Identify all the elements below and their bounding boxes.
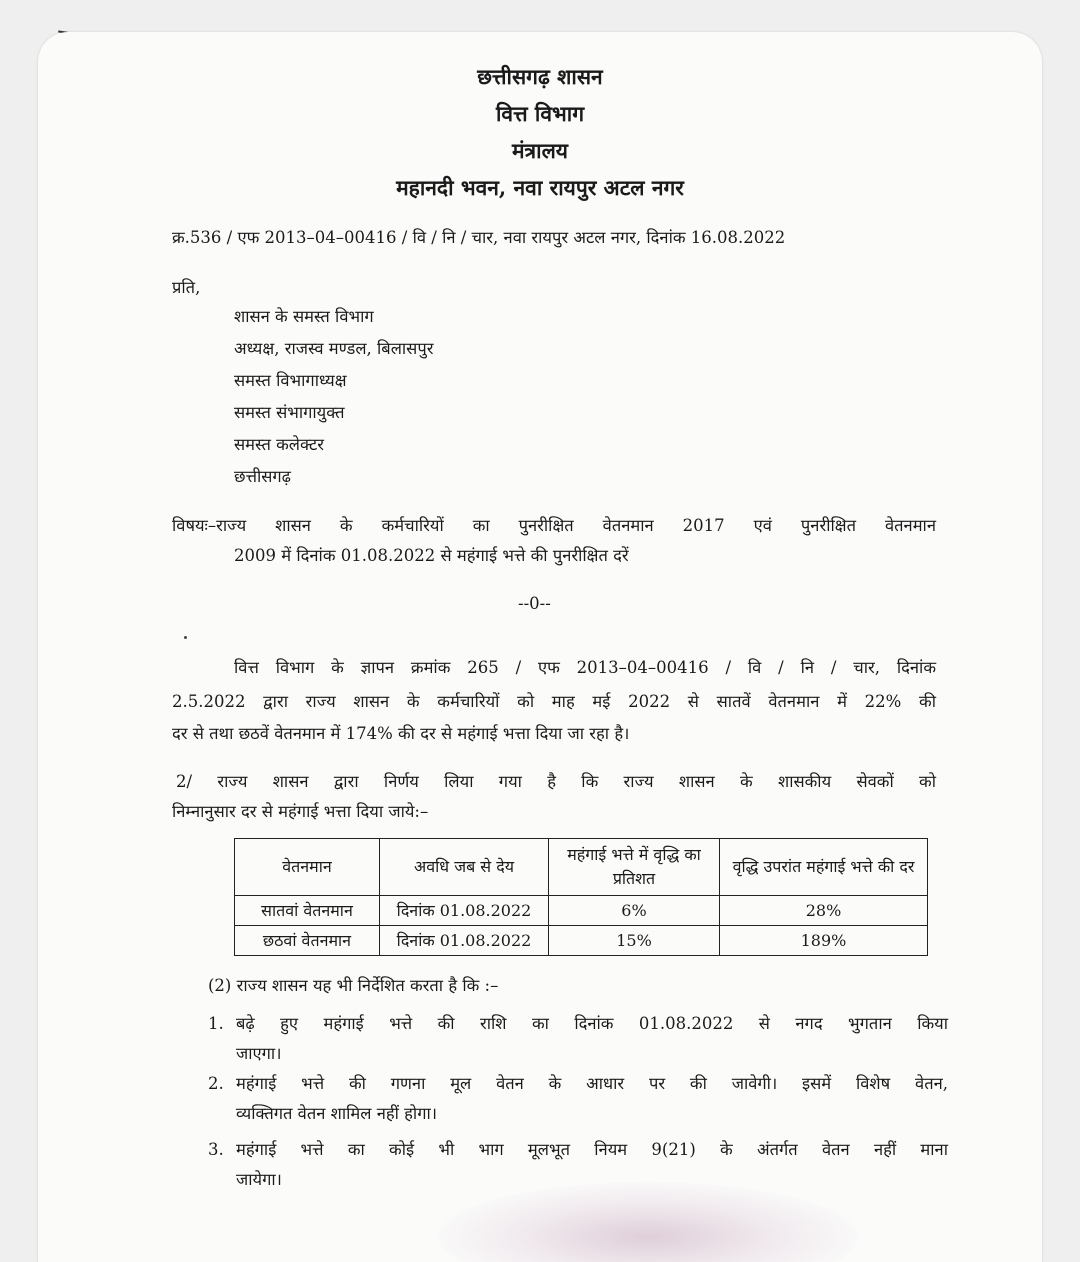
paragraph-line: 2/ राज्य शासन द्वारा निर्णय लिया गया है कि राज्य शासन के शासकीय सेवकों को: [176, 772, 936, 791]
directive-line: व्यक्तिगत वेतन शामिल नहीं होगा।: [236, 1104, 438, 1123]
speck: [184, 636, 187, 639]
cell-revised-rate: 28%: [720, 896, 928, 926]
list-number: 1.: [208, 1014, 224, 1033]
directive-line: बढ़े हुए महंगाई भत्ते की राशि का दिनांक 01.08.2022 से नगद भुगतान किया: [236, 1014, 948, 1033]
header-revised-rate: वृद्धि उपरांत महंगाई भत्ते की दर: [720, 839, 928, 896]
paragraph-line: दर से तथा छठवें वेतनमान में 174% की दर से महंगाई भत्ता दिया जा रहा है।: [172, 724, 630, 743]
paragraph-line: वित्त विभाग के ज्ञापन क्रमांक 265 / एफ 2013–04–00416 / वि / नि / चार, दिनांक: [234, 658, 936, 677]
list-number: 3.: [208, 1140, 224, 1159]
directive-line: महंगाई भत्ते की गणना मूल वेतन के आधार पर की जावेगी। इसमें विशेष वेतन,: [236, 1074, 948, 1093]
subject-line: विषयः–राज्य शासन के कर्मचारियों का पुनरीक्षित वेतनमान 2017 एवं पुनरीक्षित वेतनमान: [172, 516, 936, 535]
prati-label: प्रति,: [172, 278, 201, 297]
header-pay-scale: वेतनमान: [235, 839, 380, 896]
directive-intro: (2) राज्य शासन यह भी निर्देशित करता है कि :–: [208, 976, 499, 995]
recipient-item: समस्त कलेक्टर: [234, 435, 325, 454]
table-row: [235, 896, 928, 926]
list-item: [208, 1068, 948, 1132]
cell-pay-scale: सातवां वेतनमान: [235, 896, 380, 926]
ministry-title: मंत्रालय: [511, 138, 568, 163]
directive-line: जाएगा।: [236, 1044, 282, 1063]
recipient-item: शासन के समस्त विभाग: [234, 307, 374, 326]
table-row: [235, 926, 928, 956]
separator: --0--: [518, 594, 551, 613]
recipient-item: समस्त विभागाध्यक्ष: [234, 371, 347, 390]
table-header-row: [235, 839, 928, 896]
cell-period: दिनांक 01.08.2022: [380, 926, 549, 956]
state-government-title: छत्तीसगढ़ शासन: [477, 64, 603, 89]
recipient-item: छत्तीसगढ़: [234, 467, 291, 486]
cell-increase-percent: 15%: [549, 926, 720, 956]
recipient-item: अध्यक्ष, राजस्व मण्डल, बिलासपुर: [234, 339, 434, 358]
address-title: महानदी भवन, नवा रायपुर अटल नगर: [396, 175, 684, 200]
subject-line: 2009 में दिनांक 01.08.2022 से महंगाई भत्ते की पुनरीक्षित दरें: [234, 546, 629, 565]
cell-increase-percent: 6%: [549, 896, 720, 926]
list-number: 2.: [208, 1074, 224, 1093]
list-item: [208, 1008, 948, 1072]
header-period: अवधि जब से देय: [380, 839, 549, 896]
header-increase-percent: महंगाई भत्ते में वृद्धि का प्रतिशत: [549, 839, 720, 896]
department-title: वित्त विभाग: [495, 101, 585, 126]
cell-period: दिनांक 01.08.2022: [380, 896, 549, 926]
reference-line: क्र.536 / एफ 2013–04–00416 / वि / नि / चार, नवा रायपुर अटल नगर, दिनांक 16.08.2022: [172, 228, 786, 247]
directive-line: जायेगा।: [236, 1170, 282, 1189]
dearness-allowance-table: [234, 838, 928, 956]
letterhead: [0, 58, 1080, 206]
recipient-item: समस्त संभागायुक्त: [234, 403, 345, 422]
cell-revised-rate: 189%: [720, 926, 928, 956]
list-item: [208, 1134, 948, 1198]
cell-pay-scale: छठवां वेतनमान: [235, 926, 380, 956]
paragraph-line: निम्नानुसार दर से महंगाई भत्ता दिया जाये:–: [172, 802, 429, 821]
paragraph-line: 2.5.2022 द्वारा राज्य शासन के कर्मचारियों को माह मई 2022 से सातवें वेतनमान में 22% की: [172, 692, 936, 711]
directive-line: महंगाई भत्ते का कोई भी भाग मूलभूत नियम 9(21) के अंतर्गत वेतन नहीं माना: [236, 1140, 948, 1159]
